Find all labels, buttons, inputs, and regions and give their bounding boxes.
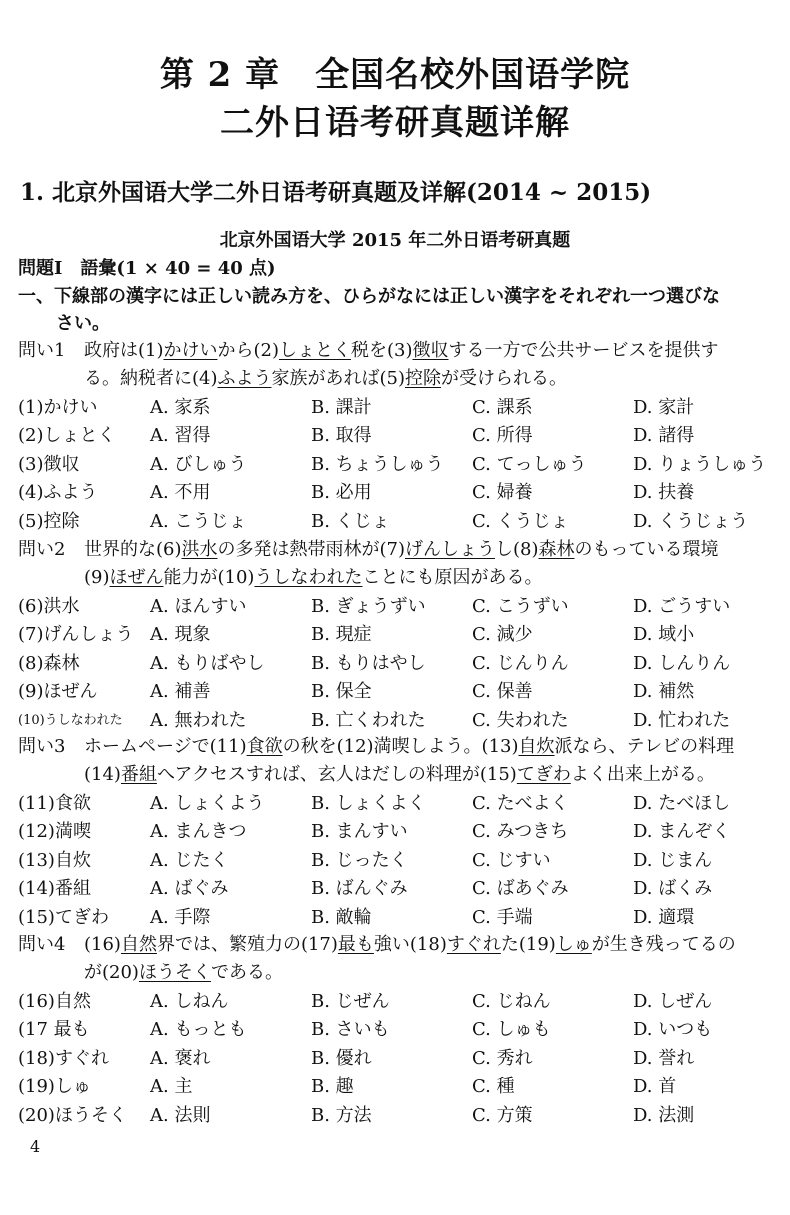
option-b[interactable]: B. ばんぐみ bbox=[311, 878, 408, 900]
sentence-text: た(19) bbox=[500, 934, 556, 955]
sentence-text: ホームページで(11) bbox=[84, 736, 247, 757]
option-item-label: (1)かけい bbox=[18, 397, 98, 418]
option-row bbox=[0, 819, 790, 845]
underlined-term: 洪水 bbox=[181, 539, 218, 560]
question-sentence-line1 bbox=[84, 933, 736, 957]
option-c[interactable]: C. 所得 bbox=[472, 425, 533, 447]
sentence-text: 税を(3) bbox=[351, 340, 413, 361]
option-a[interactable]: A. 主 bbox=[150, 1076, 193, 1098]
sentence-text: から(2) bbox=[217, 340, 279, 361]
underlined-term: 森林 bbox=[538, 539, 575, 560]
option-row bbox=[0, 876, 790, 902]
underlined-term: げんしょう bbox=[405, 539, 495, 560]
section-heading: 1. 北京外国语大学二外日语考研真题及详解(2014 ~ 2015) bbox=[20, 179, 652, 206]
option-item-label: (13)自炊 bbox=[18, 849, 91, 871]
option-a[interactable]: A. 手際 bbox=[150, 906, 211, 928]
option-c[interactable]: C. じんりん bbox=[472, 652, 569, 674]
option-b[interactable]: B. 方法 bbox=[311, 1104, 372, 1126]
option-row bbox=[0, 622, 790, 648]
option-item-label: (12)満喫 bbox=[18, 821, 91, 843]
option-c[interactable]: C. こうずい bbox=[472, 596, 569, 617]
option-c[interactable]: C. たべよく bbox=[472, 793, 569, 814]
option-c[interactable]: C. 減少 bbox=[472, 624, 533, 646]
option-d[interactable]: D. くうじょう bbox=[633, 510, 749, 532]
sentence-text: の多発は熱帯雨林が(7) bbox=[217, 539, 405, 560]
option-c[interactable]: C. 秀れ bbox=[472, 1047, 533, 1069]
option-a[interactable]: A. ほんすい bbox=[150, 596, 247, 617]
option-b[interactable]: B. 優れ bbox=[311, 1047, 372, 1069]
underlined-term: ほうそく bbox=[138, 962, 211, 983]
sentence-text: 政府は(1) bbox=[84, 340, 164, 361]
sentence-text: ことにも原因がある。 bbox=[362, 567, 543, 588]
option-d[interactable]: D. 補然 bbox=[633, 681, 695, 703]
option-d[interactable]: D. たべほし bbox=[633, 793, 731, 814]
option-a[interactable]: A. 現象 bbox=[150, 624, 211, 646]
option-b[interactable]: B. もりはやし bbox=[311, 652, 426, 674]
option-b[interactable]: B. ちょうしゅう bbox=[311, 453, 444, 475]
option-c[interactable]: C. 婦養 bbox=[472, 482, 533, 504]
option-a[interactable]: A. もりばやし bbox=[150, 652, 265, 674]
option-d[interactable]: D. 家計 bbox=[633, 397, 695, 418]
option-item-label: (15)てぎわ bbox=[18, 906, 109, 928]
option-a[interactable]: A. 補善 bbox=[150, 681, 211, 703]
option-item-label: (11)食欲 bbox=[18, 793, 91, 814]
option-b[interactable]: B. じったく bbox=[311, 849, 408, 871]
option-b[interactable]: B. ぎょうずい bbox=[311, 596, 426, 617]
option-row bbox=[0, 480, 790, 506]
underlined-term: 食欲 bbox=[246, 736, 283, 757]
option-a[interactable]: A. しねん bbox=[150, 991, 229, 1012]
page-number: 4 bbox=[30, 1137, 41, 1156]
option-b[interactable]: B. 保全 bbox=[311, 681, 372, 703]
option-row bbox=[0, 594, 790, 620]
option-b[interactable]: B. さいも bbox=[311, 1019, 390, 1041]
sentence-text: よく出来上がる。 bbox=[570, 764, 715, 785]
question-sentence-line2 bbox=[84, 566, 542, 590]
option-row bbox=[0, 651, 790, 677]
option-row bbox=[0, 509, 790, 535]
option-a[interactable]: A. ばぐみ bbox=[150, 878, 229, 900]
option-item-label: (9)ほぜん bbox=[18, 681, 98, 703]
option-row bbox=[0, 679, 790, 705]
option-c[interactable]: C. くうじょ bbox=[472, 510, 569, 532]
option-b[interactable]: B. じぜん bbox=[311, 991, 390, 1012]
sentence-text: し(8) bbox=[495, 539, 539, 560]
question-label: 問い3 bbox=[18, 736, 66, 757]
underlined-term: すぐれ bbox=[446, 934, 501, 955]
option-c[interactable]: C. じねん bbox=[472, 991, 551, 1012]
option-c[interactable]: C. 手端 bbox=[472, 906, 533, 928]
option-item-label: (19)しゅ bbox=[18, 1076, 91, 1098]
option-row bbox=[0, 989, 790, 1015]
option-item-label: (5)控除 bbox=[18, 510, 80, 532]
sentence-text: 能力が(10) bbox=[163, 567, 255, 588]
option-a[interactable]: A. 法則 bbox=[150, 1104, 211, 1126]
underlined-term: しゅ bbox=[555, 934, 592, 955]
option-row bbox=[0, 1017, 790, 1043]
underlined-term: 番組 bbox=[120, 764, 157, 785]
underlined-term: てぎわ bbox=[516, 764, 571, 785]
option-d[interactable]: D. 諸得 bbox=[633, 425, 695, 447]
option-row bbox=[0, 1103, 790, 1129]
option-b[interactable]: B. 課計 bbox=[311, 397, 372, 418]
option-b[interactable]: B. 敵輪 bbox=[311, 906, 372, 928]
chapter-title-line2: 二外日语考研真题详解 bbox=[220, 103, 570, 143]
question-label: 問い2 bbox=[18, 539, 66, 560]
underlined-term: しょとく bbox=[279, 340, 351, 361]
sentence-text: が(20) bbox=[84, 962, 139, 983]
option-b[interactable]: B. しょくよく bbox=[311, 793, 426, 814]
option-d[interactable]: D. しぜん bbox=[633, 991, 713, 1012]
option-a[interactable]: A. 褒れ bbox=[150, 1047, 211, 1069]
option-b[interactable]: B. まんすい bbox=[311, 821, 408, 843]
option-d[interactable]: D. りょうしゅう bbox=[633, 453, 767, 475]
option-c[interactable]: C. 失われた bbox=[472, 709, 569, 731]
underlined-term: ふよう bbox=[217, 368, 272, 389]
option-item-label: (8)森林 bbox=[18, 652, 80, 674]
sentence-text: 家族があれば(5) bbox=[271, 368, 405, 389]
option-d[interactable]: D. ばくみ bbox=[633, 878, 713, 900]
option-b[interactable]: B. くじょ bbox=[311, 510, 390, 532]
option-row bbox=[0, 791, 790, 817]
option-row bbox=[0, 1046, 790, 1072]
sentence-text: する一方で公共サービスを提供す bbox=[448, 340, 719, 361]
option-d[interactable]: D. 法測 bbox=[633, 1104, 695, 1126]
option-d[interactable]: D. しんりん bbox=[633, 652, 731, 674]
sentence-text: である。 bbox=[210, 962, 283, 983]
underlined-term: 最も bbox=[337, 934, 374, 955]
option-item-label: (18)すぐれ bbox=[18, 1047, 109, 1069]
option-row bbox=[0, 905, 790, 931]
option-b[interactable]: B. 趣 bbox=[311, 1076, 354, 1098]
underlined-term: 自然 bbox=[120, 934, 157, 955]
option-d[interactable]: D. 首 bbox=[633, 1076, 677, 1098]
option-d[interactable]: D. じまん bbox=[633, 849, 713, 871]
option-item-label: (6)洪水 bbox=[18, 596, 80, 617]
question-sentence-line1 bbox=[84, 339, 719, 363]
underlined-term: 控除 bbox=[405, 368, 441, 389]
option-c[interactable]: C. てっしゅう bbox=[472, 453, 587, 475]
question-sentence-line2 bbox=[84, 961, 283, 985]
option-d[interactable]: D. 扶養 bbox=[633, 482, 695, 504]
question-sentence-line1 bbox=[84, 538, 719, 562]
underlined-term: うしなわれた bbox=[254, 567, 363, 588]
sentence-text: (9) bbox=[84, 567, 110, 588]
option-item-label: (16)自然 bbox=[18, 991, 91, 1012]
option-b[interactable]: B. 必用 bbox=[311, 482, 372, 504]
option-c[interactable]: C. しゅも bbox=[472, 1019, 551, 1041]
sentence-text: 派なら、テレビの料理 bbox=[554, 736, 735, 757]
option-d[interactable]: D. 域小 bbox=[633, 624, 695, 646]
option-row bbox=[0, 395, 790, 421]
underlined-term: 徴収 bbox=[412, 340, 449, 361]
sentence-text: へアクセスすれば、玄人はだしの料理が(15) bbox=[156, 764, 517, 785]
option-a[interactable]: A. 習得 bbox=[150, 425, 211, 447]
option-row bbox=[0, 708, 790, 734]
option-item-label: (3)徴収 bbox=[18, 453, 80, 475]
part-heading: 問題Ⅰ 語彙(1 × 40 = 40 点) bbox=[18, 258, 276, 279]
sentence-text: (16) bbox=[84, 934, 121, 955]
question-label: 問い4 bbox=[18, 934, 66, 955]
option-a[interactable]: A. まんきつ bbox=[150, 821, 247, 843]
option-c[interactable]: C. じすい bbox=[472, 849, 551, 871]
option-a[interactable]: A. 無われた bbox=[150, 709, 247, 731]
sentence-text: 強い(18) bbox=[373, 934, 447, 955]
option-c[interactable]: C. 方策 bbox=[472, 1104, 533, 1126]
sentence-text: (14) bbox=[84, 764, 121, 785]
option-d[interactable]: D. まんぞく bbox=[633, 821, 731, 843]
sentence-text: 界では、繁殖力の(17) bbox=[156, 934, 338, 955]
option-a[interactable]: A. じたく bbox=[150, 849, 229, 871]
underlined-term: かけい bbox=[163, 340, 218, 361]
option-a[interactable]: A. こうじょ bbox=[150, 510, 247, 532]
option-d[interactable]: D. 適環 bbox=[633, 906, 695, 928]
option-b[interactable]: B. 亡くわれた bbox=[311, 709, 426, 731]
option-item-label: (7)げんしょう bbox=[18, 624, 134, 646]
question-label: 問い1 bbox=[18, 340, 66, 361]
sentence-text: が受けられる。 bbox=[441, 368, 567, 389]
option-row bbox=[0, 452, 790, 478]
instruction-line2: さい。 bbox=[56, 313, 110, 334]
option-a[interactable]: A. 不用 bbox=[150, 482, 211, 504]
option-item-label: (17 最も bbox=[18, 1019, 90, 1041]
exam-title: 北京外国语大学 2015 年二外日语考研真题 bbox=[219, 230, 571, 251]
option-row bbox=[0, 1074, 790, 1100]
option-item-label: (4)ふよう bbox=[18, 482, 98, 504]
option-c[interactable]: C. 種 bbox=[472, 1076, 515, 1098]
option-c[interactable]: C. 保善 bbox=[472, 681, 533, 703]
option-c[interactable]: C. ばあぐみ bbox=[472, 878, 569, 900]
option-row bbox=[0, 423, 790, 449]
question-sentence-line2 bbox=[84, 763, 715, 787]
chapter-title-line1: 第 2 章 全国名校外国语学院 bbox=[159, 55, 631, 95]
option-a[interactable]: A. もっとも bbox=[150, 1019, 247, 1041]
instruction-line1: 一、下線部の漢字には正しい読み方を、ひらがなには正しい漢字をそれぞれ一つ選びな bbox=[18, 286, 720, 307]
sentence-text: のもっている環境 bbox=[574, 539, 719, 560]
option-c[interactable]: C. みつきち bbox=[472, 821, 569, 843]
sentence-text: 世界的な(6) bbox=[84, 539, 182, 560]
sentence-text: の秋を(12)満喫しよう。(13) bbox=[282, 736, 519, 757]
option-d[interactable]: D. ごうすい bbox=[633, 596, 731, 617]
underlined-term: 自炊 bbox=[518, 736, 555, 757]
option-a[interactable]: A. しょくよう bbox=[150, 793, 265, 814]
option-row bbox=[0, 848, 790, 874]
option-c[interactable]: C. 課系 bbox=[472, 397, 533, 418]
sentence-text: が生き残ってるの bbox=[591, 934, 736, 955]
option-item-label: (20)ほうそく bbox=[18, 1104, 127, 1126]
option-a[interactable]: A. びしゅう bbox=[150, 453, 247, 475]
option-item-label: (14)番組 bbox=[18, 878, 91, 900]
option-d[interactable]: D. 忙われた bbox=[633, 709, 731, 731]
option-d[interactable]: D. いつも bbox=[633, 1019, 713, 1041]
sentence-text: る。納税者に(4) bbox=[84, 368, 218, 389]
option-item-label: (2)しょとく bbox=[18, 425, 116, 447]
option-a[interactable]: A. 家系 bbox=[150, 397, 211, 418]
option-b[interactable]: B. 取得 bbox=[311, 425, 372, 447]
question-sentence-line2 bbox=[84, 367, 567, 391]
option-item-label: (10)うしなわれた bbox=[18, 712, 123, 728]
option-d[interactable]: D. 誉れ bbox=[633, 1047, 695, 1069]
option-b[interactable]: B. 現症 bbox=[311, 624, 372, 646]
question-sentence-line1 bbox=[84, 735, 734, 759]
underlined-term: ほぜん bbox=[109, 567, 164, 588]
